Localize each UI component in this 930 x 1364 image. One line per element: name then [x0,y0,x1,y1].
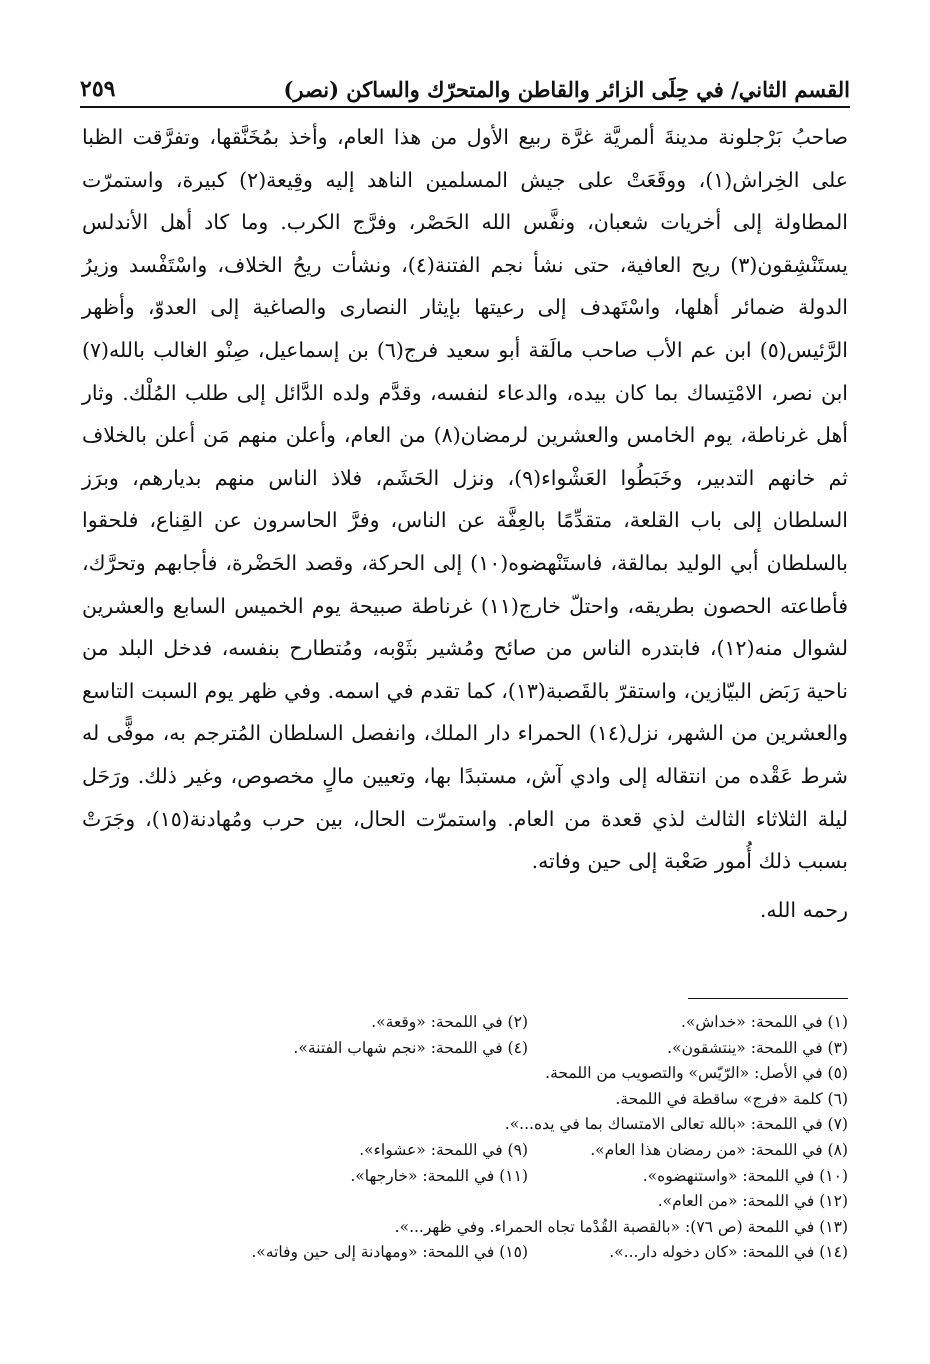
footnote-row [90,1215,848,1241]
footnote-4: (٤) في اللمحة: «نجم شهاب الفتنة». [293,1038,528,1057]
footnote-row [90,1087,848,1113]
footnote-6: (٦) كلمة «فرج» ساقطة في اللمحة. [615,1089,848,1108]
footnote-13: (١٣) في اللمحة (ص ٧٦): «بالقصبة القُدْما تجاه الحمراء. وفي ظهر...». [394,1217,848,1236]
running-title: القسم الثاني/ في حِلَى الزائر والقاطن والمتحرّك والساكن (نصر) [283,77,850,102]
footnote-10: (١٠) في اللمحة: «واستنهضوه». [642,1166,848,1185]
footnote-8: (٨) في اللمحة: «من رمضان هذا العام». [590,1140,848,1159]
footnote-12: (١٢) في اللمحة: «من العام». [657,1192,848,1211]
footnote-1: (١) في اللمحة: «خداش». [680,1013,848,1031]
footnote-11: (١١) في اللمحة: «خارجها». [350,1166,528,1185]
footnote-row [90,1138,848,1164]
footnote-row [90,1112,848,1138]
footnote-15: (١٥) في اللمحة: «ومهادنة إلى حين وفاته». [251,1243,528,1262]
closing-line: رحمه الله. [759,897,848,922]
footnote-row [90,1061,848,1087]
header-rule [80,106,850,108]
footnote-separator [688,998,848,999]
page-header [80,58,850,102]
footnote-5: (٥) في الأصل: «الرّيّس» والتصويب من اللمحة. [545,1064,848,1083]
footnote-row [90,1240,848,1266]
footnote-row [90,1010,848,1036]
footnote-row [90,1036,848,1062]
footnote-7: (٧) في اللمحة: «بالله تعالى الامتساك بما في يده...». [504,1115,848,1134]
footnote-3: (٣) في اللمحة: «ينتشقون». [667,1038,848,1057]
footnote-9: (٩) في اللمحة: «عشواء». [359,1140,528,1159]
footnote-row [90,1164,848,1190]
footnote-14: (١٤) في اللمحة: «كان دخوله دار...». [609,1243,848,1262]
footnote-2: (٢) في اللمحة: «وقعة». [371,1013,528,1031]
body-paragraph: صاحبُ بَرْجلونة مدينةَ ألمريَّة غرَّة ربيع الأول من هذا العام، وأخذ بمُخَنَّقها، وتفرَّقت الظبا على الخِراش(١)، ووقَعَتْ على جيش المسلمين الناهد إليه وقِيعة(٢) كبيرة، واستمرّت المطاولة إلى أخريات شعبان، ونفَّس الله الحَصْر، وفرَّج الكرب. وما كاد أهل الأندلس يستَنْشِقون(٣) ريح العافية، حتى نشأ نجم الفتنة(٤)، ونشأت ريحُ الخلاف، واسْتَفْسد وزيرُ الدولة ضمائر أهلها، واسْتَهدف إلى رعيتها بإيثار النصارى والصاغية إلى العدوّ، وأظهر الرَّئيس(٥) ابن عم الأب صاحب مالَقة أبو سعيد فرج(٦) بن إسماعيل، صِنْو الغالب بالله(٧) ابن نصر، الامْتِساك بما كان بيده، والدعاء لنفسه، وقدَّم ولده الدَّائل إلى طلب المُلْك. وثار أهل غرناطة، يوم الخامس والعشرين لرمضان(٨) من العام، وأعلن منهم مَن أعلن بالخلاف ثم خانهم التدبير، وخَبَطُوا العَشْواء(٩)، ونزل الحَشَم، فلاذ الناس منهم بديارهم، وبرَز السلطان إلى باب القلعة، متقدِّمًا بالعِفَّة عن الناس، وفرَّ الحاسرون عن القِناع، فلحقوا بالسلطان أبي الوليد بمالقة، فاستَنْهضوه(١٠) إلى الحركة، وقصد الحَضْرة، فأجابهم وتحرَّك، فأطاعته الحصون بطريقه، واحتلّ خارج(١١) غرناطة صبيحة يوم الخميس السابع والعشرين لشوال منه(١٢)، فابتدره الناس من صائح ومُشير بثَوْبه، ومُتطارح بنفسه، فدخل البلد من ناحية رَبَض البيّازين، واستقرّ بالقَصبة(١٣)، كما تقدم في اسمه. وفي ظهر يوم السبت التاسع والعشرين من الشهر، نزل(١٤) الحمراء دار الملك، وانفصل السلطان المُترجم به، موفًّى له شرط عَقْده من انتقاله إلى وادي آش، مستبدًا بها، وتعيين مالٍ مخصوص، وغير ذلك. ورَحَل ليلة الثلاثاء الثالث لذي قعدة من العام. واستمرّت الحال، بين حرب ومُهادنة(١٥)، وجَرَتْ بسبب ذلك أُمور صَعْبة إلى حين وفاته. [82,125,849,874]
footnote-row [90,1189,848,1215]
main-text [82,116,848,931]
footnotes [90,1010,848,1266]
page-number: ٢٥٩ [80,76,116,102]
